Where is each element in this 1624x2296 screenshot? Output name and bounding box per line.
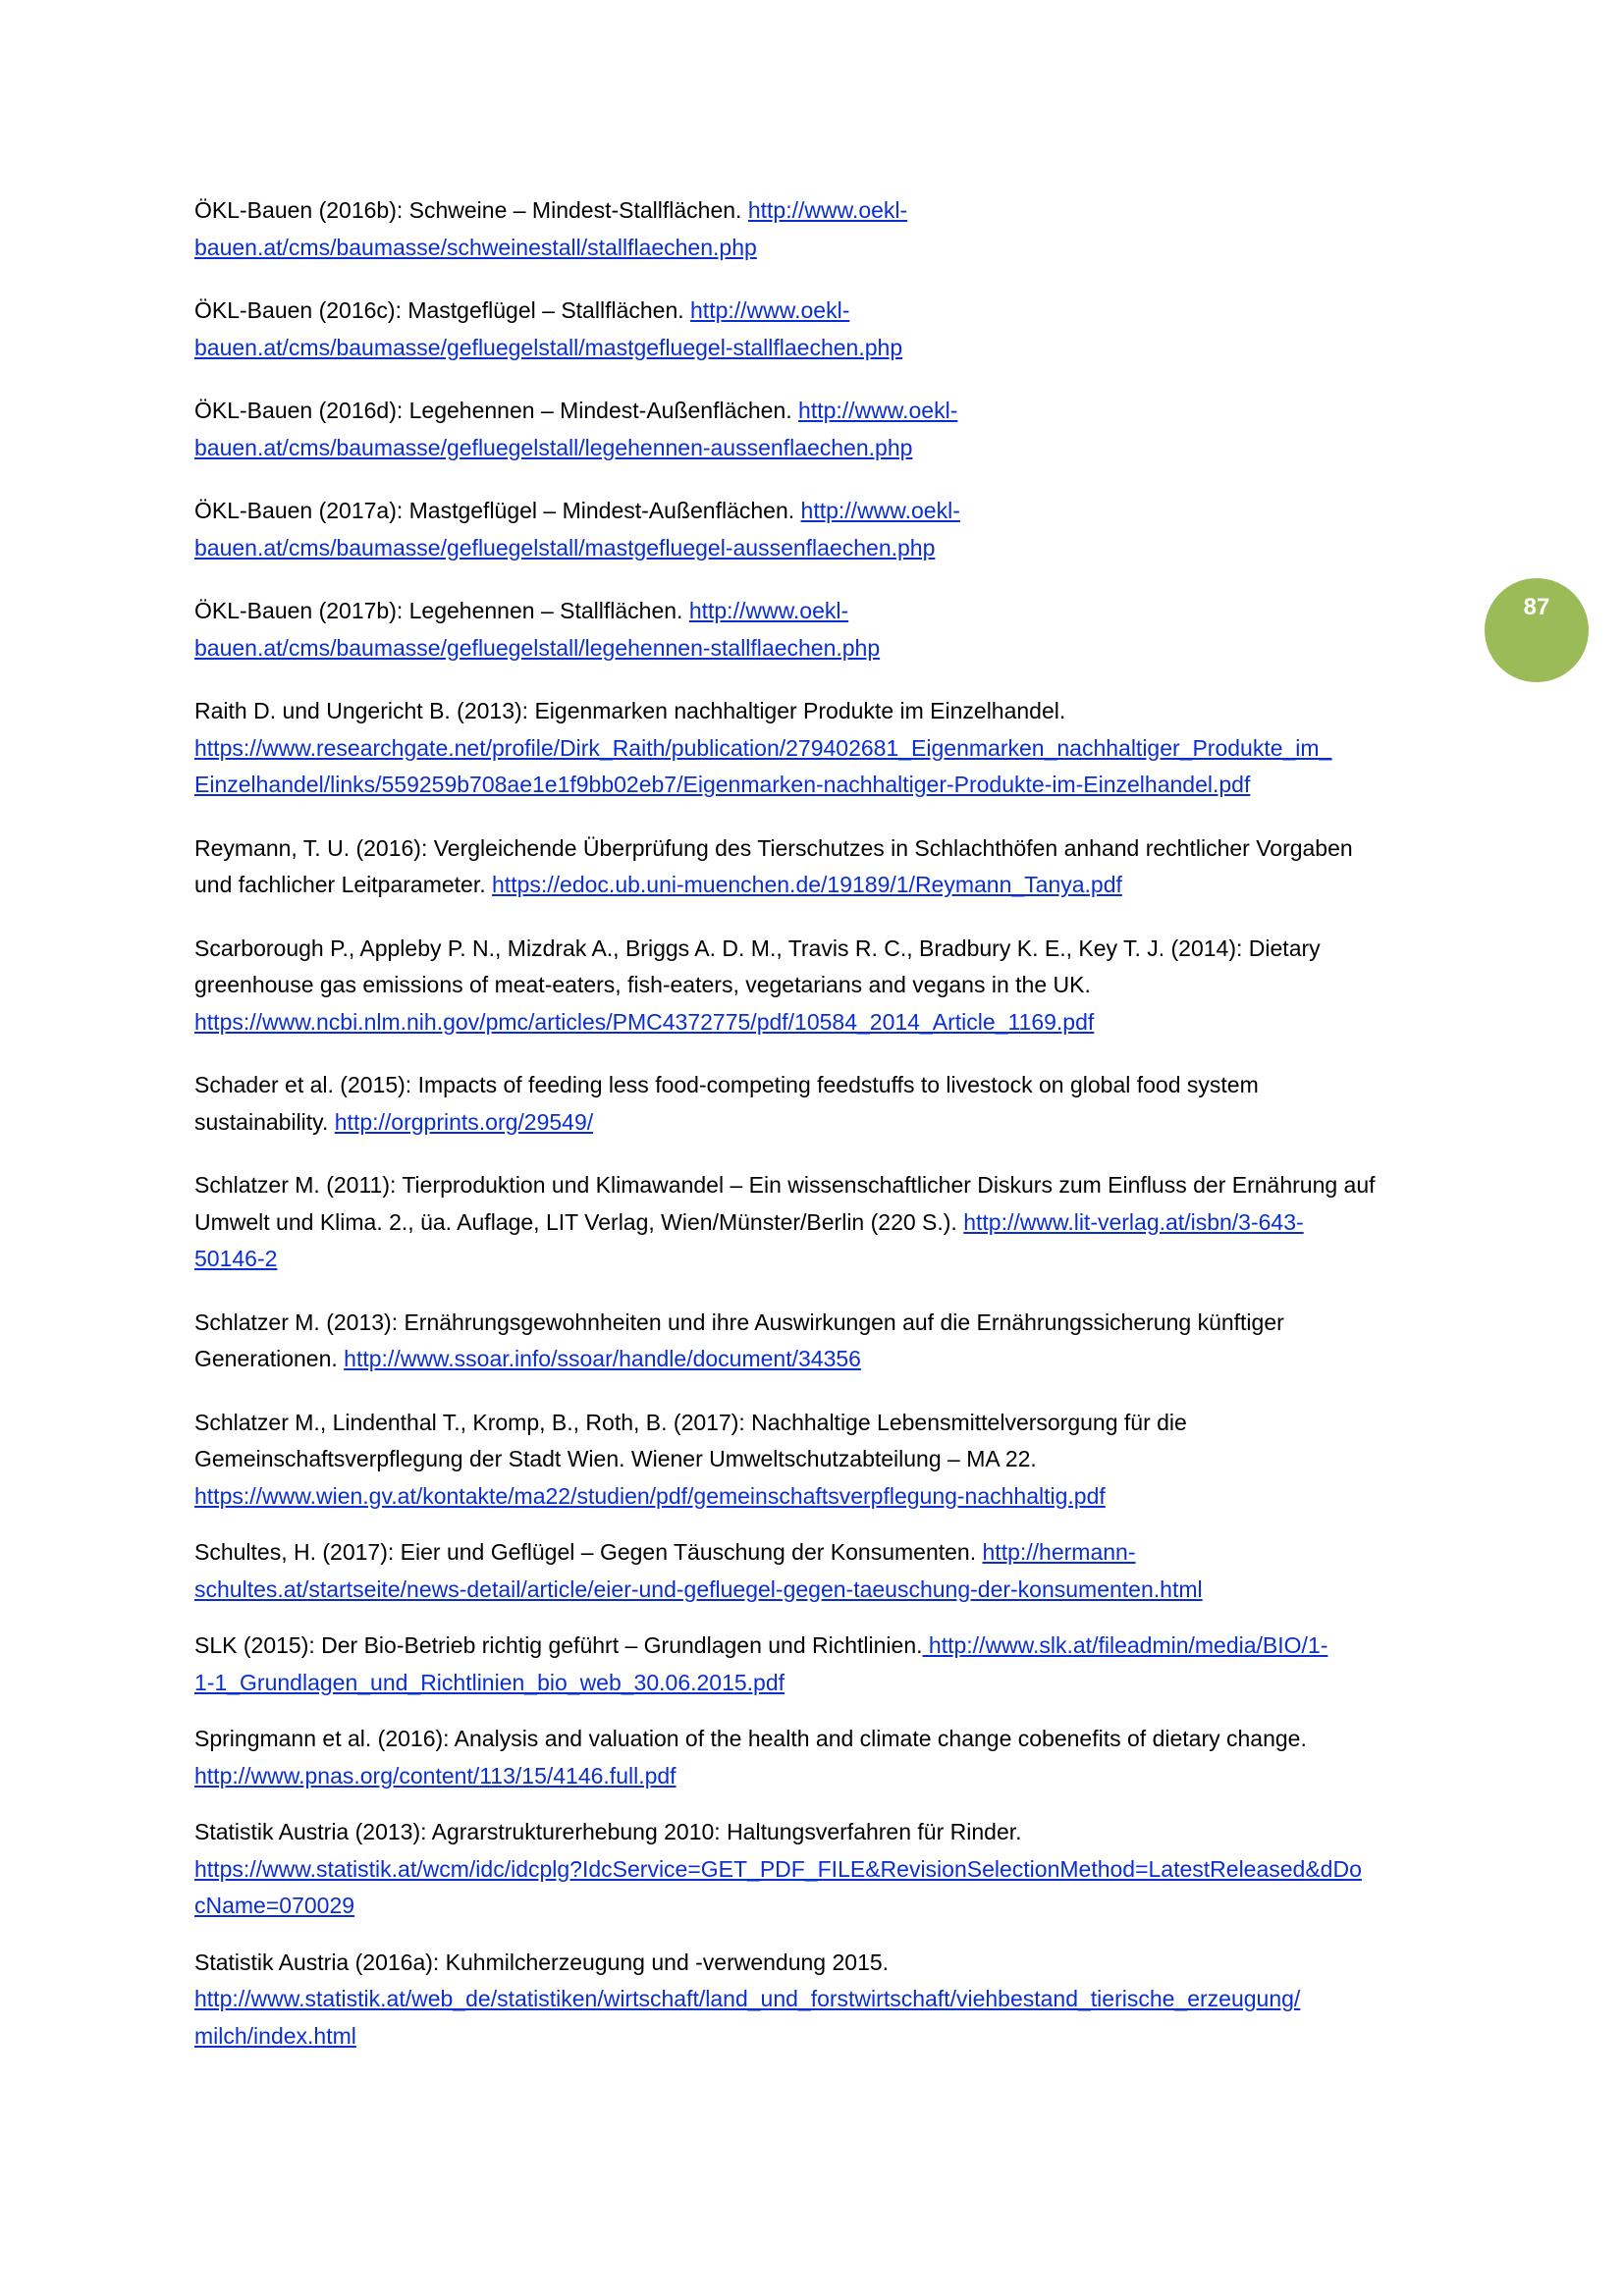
reference-entry [194,830,1451,904]
reference-text: ÖKL-Bauen (2017a): Mastgeflügel – Mindest-Außenflächen. [194,498,801,523]
reference-text: ÖKL-Bauen (2016c): Mastgeflügel – Stallflächen. [194,297,691,323]
reference-link[interactable]: http://www.lit-verlag.at/isbn/3-643- 50146-2 [194,1208,1304,1271]
reference-entry [194,393,1451,466]
reference-link[interactable]: http://www.ssoar.info/ssoar/handle/document/34356 [344,1346,861,1371]
reference-text: Schultes, H. (2017): Eier und Geflügel – Gegen Täuschung der Konsumenten. [194,1539,983,1565]
reference-entry [194,493,1451,566]
reference-text: Springmann et al. (2016): Analysis and valuation of the health and climate change cobenefits of dietary change. [194,1726,1307,1751]
reference-link[interactable]: https://www.wien.gv.at/kontakte/ma22/studien/pdf/gemeinschaftsverpflegung-nachhaltig.pdf [194,1482,1106,1509]
page-number-badge [1485,578,1589,682]
reference-entry [194,192,1451,266]
reference-text: ÖKL-Bauen (2016d): Legehennen – Mindest-Außenflächen. [194,398,799,423]
reference-entry [194,293,1451,366]
reference-entry [194,1405,1451,1516]
reference-list [194,192,1451,2055]
reference-entry [194,1167,1451,1278]
reference-text: Raith D. und Ungericht B. (2013): Eigenmarken nachhaltiger Produkte im Einzelhandel. [194,698,1066,723]
reference-entry [194,1534,1451,1608]
reference-link[interactable]: http://www.oekl- bauen.at/cms/baumasse/gefluegelstall/mastgefluegel-aussenflaechen.php [194,498,960,561]
reference-link[interactable]: https://www.ncbi.nlm.nih.gov/pmc/articles/PMC4372775/pdf/10584_2014_Article_1169.pdf [194,1008,1095,1035]
reference-text: Statistik Austria (2016a): Kuhmilcherzeugung und -verwendung 2015. [194,1949,890,1975]
reference-text: ÖKL-Bauen (2017b): Legehennen – Stallflächen. [194,598,689,623]
reference-entry [194,693,1451,804]
reference-entry [194,593,1451,667]
page-number: 87 [1523,594,1550,620]
reference-text: Reymann, T. U. (2016): Vergleichende Überprüfung des Tierschutzes in Schlachthöfen anhand rechtlicher Vorgaben und fachlicher Leitparameter. [194,834,1353,897]
reference-entry [194,1721,1451,1794]
reference-text: Statistik Austria (2013): Agrarstrukturerhebung 2010: Haltungsverfahren für Rinder. [194,1819,1022,1844]
reference-link[interactable]: http://www.statistik.at/web_de/statistiken/wirtschaft/land_und_forstwirtschaft/viehbestand_tierische_erzeugung/ milch/index.html [194,1986,1301,2049]
reference-entry [194,1067,1451,1141]
reference-link[interactable]: http://www.oekl- bauen.at/cms/baumasse/schweinestall/stallflaechen.php [194,197,908,260]
reference-entry [194,931,1451,1041]
reference-link[interactable]: https://www.statistik.at/wcm/idc/idcplg?IdcService=GET_PDF_FILE&RevisionSelectionMethod=LatestReleased&dDo cName=070029 [194,1855,1362,1918]
reference-text: ÖKL-Bauen (2016b): Schweine – Mindest-Stallflächen. [194,197,748,223]
reference-entry [194,1628,1451,1701]
reference-entry [194,1945,1451,2056]
reference-link[interactable]: http://www.oekl- bauen.at/cms/baumasse/gefluegelstall/legehennen-stallflaechen.php [194,598,881,661]
reference-text: Scarborough P., Appleby P. N., Mizdrak A., Briggs A. D. M., Travis R. C., Bradbury K. E., Key T. J. (2014): Dietary greenhouse gas emissions of meat-eaters, fish-eaters, vegetarians and vegans in the UK. [194,934,1321,997]
reference-entry [194,1305,1451,1378]
reference-link[interactable]: https://www.researchgate.net/profile/Dirk_Raith/publication/279402681_Eigenmarken_nachhaltiger_Produkte_im_ Einzelhandel/links/559259b708ae1e1f9bb02eb7/Eigenmarken-nachhaltiger-Produkte-im-Einzelhandel.pdf [194,734,1332,797]
reference-entry [194,1814,1451,1925]
reference-link[interactable]: http://www.slk.at/fileadmin/media/BIO/1- 1-1_Grundlagen_und_Richtlinien_bio_web_30.06.2015.pdf [194,1632,1328,1695]
reference-link[interactable]: http://www.pnas.org/content/113/15/4146.full.pdf [194,1762,677,1789]
reference-text: Schlatzer M., Lindenthal T., Kromp, B., Roth, B. (2017): Nachhaltige Lebensmittelversorgung für die Gemeinschaftsverpflegung der Stadt Wien. Wiener Umweltschutzabteilung – MA 22. [194,1409,1187,1471]
reference-link[interactable]: http://www.oekl- bauen.at/cms/baumasse/gefluegelstall/mastgefluegel-stallflaechen.php [194,297,903,360]
reference-link[interactable]: http://hermann- schultes.at/startseite/news-detail/article/eier-und-gefluegel-gegen-taeuschung-der-konsumenten.html [194,1539,1203,1602]
reference-link[interactable]: http://orgprints.org/29549/ [334,1108,594,1135]
reference-text: Schlatzer M. (2013): Ernährungsgewohnheiten und ihre Auswirkungen auf die Ernährungssicherung künftiger Generationen. [194,1308,1284,1371]
reference-text: Schader et al. (2015): Impacts of feeding less food-competing feedstuffs to livestock on global food system sustainability. [194,1072,1259,1135]
reference-text: SLK (2015): Der Bio-Betrieb richtig geführt – Grundlagen und Richtlinien. [194,1632,923,1658]
reference-link[interactable]: https://edoc.ub.uni-muenchen.de/19189/1/Reymann_Tanya.pdf [492,872,1122,897]
reference-text: Schlatzer M. (2011): Tierproduktion und Klimawandel – Ein wissenschaftlicher Diskurs zum Einfluss der Ernährung auf Umwelt und Klima. 2., üa. Auflage, LIT Verlag, Wien/Münster/Berlin (220 S.). [194,1172,1376,1235]
reference-link[interactable]: http://www.oekl- bauen.at/cms/baumasse/gefluegelstall/legehennen-aussenflaechen.php [194,398,958,460]
